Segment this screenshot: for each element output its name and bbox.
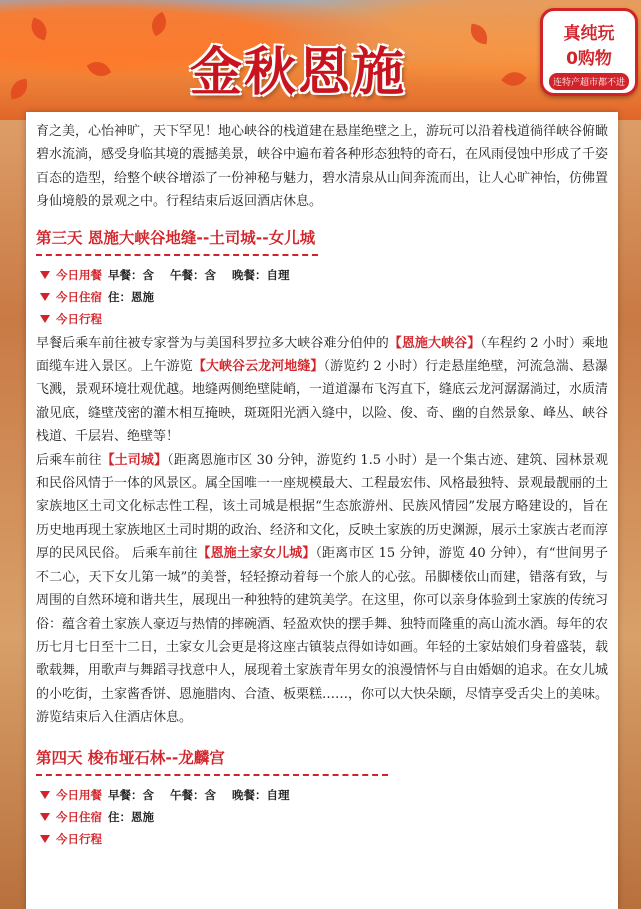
stay-label: 今日住宿: [56, 289, 102, 304]
maple-leaf-icon: [501, 66, 526, 91]
highlight-yunlong-river: 【大峡谷云龙河地缝】: [192, 359, 324, 375]
maple-leaf-icon: [147, 12, 172, 37]
maple-leaf-icon: [9, 79, 30, 100]
badge-line-3: 连特产超市都不进: [549, 73, 629, 90]
maple-leaf-icon: [87, 57, 112, 82]
triangle-bullet-icon: [40, 813, 50, 821]
stay-label: 今日住宿: [56, 809, 102, 824]
text-segment: （距离市区 15 分钟，游览 40 分钟），有“世间男子不二心，天下女儿第一城”的美誉，轻轻撩动着每一个旅人的心弦。吊脚楼依山而建，错落有致，与周围的自然环境和谐共生，展现出一种独特的建筑美学。在这里，你可以亲身体验到土家族的传统习俗：蕴含着土家族人豪迈与热情的摔碗酒、轻盈欢快的摆手舞、独特而隆重的高山流水酒。每年的农历七月七日至十二日，土家女儿会更是将这座古镇装点得如诗如画。年轻的土家姑娘们身着盛装，载歌载舞，用歌声与舞蹈寻找意中人，展现着土家族青年男女的浪漫情怀与自由婚姻的追求。在女儿城的小吃街，土家酱香饼、恩施腊肉、合渣、板栗糕……，你可以大快朵颐，尽情享受舌尖上的美味。游览结束后入住酒店休息。: [36, 546, 609, 726]
highlight-daughter-city: 【恩施土家女儿城】: [197, 546, 316, 562]
triangle-bullet-icon: [40, 835, 50, 843]
promo-badge: [540, 8, 638, 96]
day3-divider: [36, 254, 318, 256]
stay-value: 住：恩施: [108, 809, 154, 824]
text-segment: 后乘车前往: [36, 452, 102, 468]
text-segment: 早餐后乘车前往被专家誉为与美国科罗拉多大峡谷难分伯仲的: [36, 335, 389, 351]
stay-value: 住：恩施: [108, 289, 154, 304]
meal-label: 今日用餐: [56, 267, 102, 282]
highlight-grand-canyon: 【恩施大峡谷】: [388, 335, 481, 351]
triangle-bullet-icon: [40, 271, 50, 279]
day3-meals-row: [36, 264, 608, 286]
intro-paragraph: 育之美，心怡神旷，天下罕见！地心峡谷的栈道建在悬崖绝壁之上，游玩可以沿着栈道徜徉峡谷俯瞰碧水流淌，感受身临其境的震撼美景，峡谷中遍布着各种形态独特的奇石，在风雨侵蚀中形成了千姿百态的造型，给整个峡谷增添了一份神秘与魅力，碧水清泉从山间奔流而出，让人心旷神怡，仿佛置身仙境般的景观之中。行程结束后返回酒店休息。: [36, 124, 609, 210]
day4-stay-row: [36, 806, 608, 828]
badge-line-2: 0购物: [566, 49, 612, 69]
highlight-tusi-city: 【土司城】: [101, 452, 168, 468]
maple-leaf-icon: [27, 17, 50, 40]
text-segment: （距离恩施市区 30 分钟，游览约 1.5 小时）是一个集古迹、建筑、园林景观和民俗风情于一体的风景区。属全国唯一一座规模最大、工程最宏伟、风格最独特、景观最靓丽的土家族地区土司文化标志性工程，该土司城是根据“生态旅游州、民族风情园”发展方略建设的，旨在历史地再现土家族地区土司时期的政治、经济和文化，反映土家族的历史渊源，展示土家族古老而淳厚的民风民俗。 后乘车前往: [36, 452, 609, 562]
day4-meals-row: [36, 784, 608, 806]
lunch-value: 午餐：含: [170, 787, 216, 802]
page-title: 金秋恩施: [190, 42, 407, 103]
trip-label: 今日行程: [56, 311, 102, 326]
maple-leaf-icon: [469, 24, 490, 45]
meal-label: 今日用餐: [56, 787, 102, 802]
itinerary-page: [26, 112, 618, 909]
day3-stay-row: [36, 286, 608, 308]
triangle-bullet-icon: [40, 293, 50, 301]
day4-trip-row: [36, 828, 608, 850]
day4-divider: [36, 774, 388, 776]
dinner-value: 晚餐：自理: [232, 267, 290, 282]
lunch-value: 午餐：含: [170, 267, 216, 282]
breakfast-value: 早餐：含: [108, 267, 154, 282]
triangle-bullet-icon: [40, 315, 50, 323]
day3-paragraph-1: [36, 332, 608, 449]
dinner-value: 晚餐：自理: [232, 787, 290, 802]
badge-line-1: 真纯玩: [563, 24, 615, 44]
text-segment: （车程约 2 小时）乘地面缆车进入景区。上午游览: [36, 335, 608, 375]
day4-title: 第四天 梭布垭石林--龙麟宫: [36, 748, 225, 767]
day3-trip-row: [36, 308, 608, 330]
header-banner: [0, 0, 641, 120]
trip-label: 今日行程: [56, 831, 102, 846]
day3-paragraph-2: [36, 449, 608, 730]
text-segment: （游览约 2 小时）行走悬崖绝壁，河流急湍、悬瀑飞溅，景观环境壮观优越。地缝两侧绝壁陡峭，一道道瀑布飞泻直下，缝底云龙河潺潺淌过，水质清澈见底，缝壁茂密的灌木相互掩映，斑斑阳光洒入缝中，以险、俊、奇、幽的自然景象、峰丛、峡谷栈道、千层岩、绝壁等！: [36, 359, 609, 445]
breakfast-value: 早餐：含: [108, 787, 154, 802]
triangle-bullet-icon: [40, 791, 50, 799]
day3-title: 第三天 恩施大峡谷地缝--土司城--女儿城: [36, 228, 316, 247]
